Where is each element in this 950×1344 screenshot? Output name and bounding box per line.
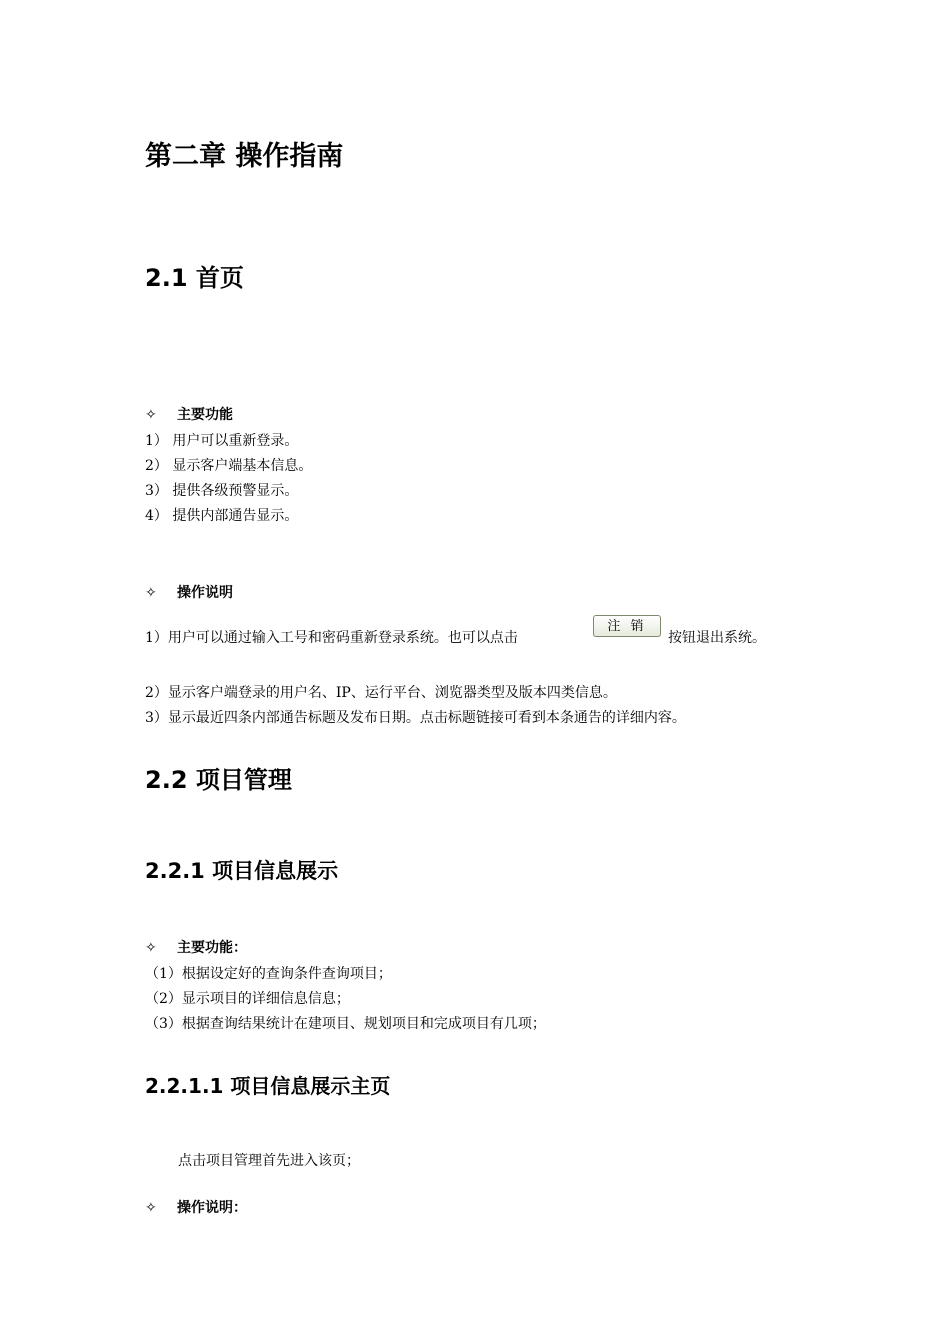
op-line-1-after: 按钮退出系统。 <box>668 630 766 646</box>
section-2-1-title: 2.1 首页 <box>145 264 244 292</box>
list-item: 2） 显示客户端基本信息。 <box>145 458 313 474</box>
chapter-title: 第二章 操作指南 <box>145 141 344 172</box>
bullet-star-icon: ✧ <box>145 1200 157 1216</box>
list-item: （3）根据查询结果统计在建项目、规划项目和完成项目有几项； <box>145 1016 546 1032</box>
intro-text: 点击项目管理首先进入该页； <box>178 1153 360 1169</box>
section-2-2-1-1-title: 2.2.1.1 项目信息展示主页 <box>145 1074 391 1098</box>
op-line-1-before: 1）用户可以通过输入工号和密码重新登录系统。也可以点击 <box>145 630 518 646</box>
func-heading-2-1 <box>145 404 233 424</box>
section-2-2-title: 2.2 项目管理 <box>145 766 292 794</box>
list-item: （2）显示项目的详细信息信息； <box>145 991 350 1007</box>
op-heading-label: 操作说明 <box>177 585 233 601</box>
bullet-star-icon: ✧ <box>145 940 157 956</box>
op-heading-label: 操作说明： <box>177 1200 247 1216</box>
list-item: 3） 提供各级预警显示。 <box>145 483 299 499</box>
func-heading-2-2-1 <box>145 937 247 957</box>
list-item: 1） 用户可以重新登录。 <box>145 433 299 449</box>
list-item: （1）根据设定好的查询条件查询项目； <box>145 966 392 982</box>
bullet-star-icon: ✧ <box>145 407 157 423</box>
list-item: 4） 提供内部通告显示。 <box>145 508 299 524</box>
op-line-2: 2）显示客户端登录的用户名、IP、运行平台、浏览器类型及版本四类信息。 <box>145 685 617 701</box>
op-heading-2-2-1-1 <box>145 1197 247 1217</box>
section-2-2-1-title: 2.2.1 项目信息展示 <box>145 859 339 883</box>
logout-button[interactable]: 注 销 <box>593 615 661 637</box>
bullet-star-icon: ✧ <box>145 585 157 601</box>
func-heading-label: 主要功能： <box>177 940 247 956</box>
op-heading-2-1 <box>145 582 233 602</box>
op-line-3: 3）显示最近四条内部通告标题及发布日期。点击标题链接可看到本条通告的详细内容。 <box>145 710 686 726</box>
func-heading-label: 主要功能 <box>177 407 233 423</box>
